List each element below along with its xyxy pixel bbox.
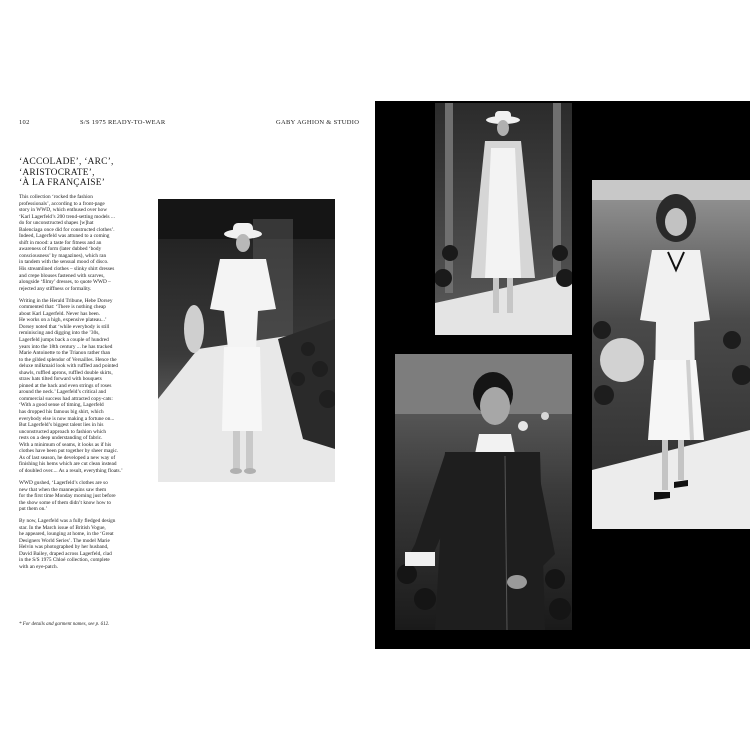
body-line: consciousness’ by magazines), which ran [19, 252, 107, 259]
body-line: WWD gushed, ‘Lagerfeld’s clothes are so [19, 479, 108, 486]
body-line: pinned at the back and even strings of roses [19, 382, 112, 389]
body-line: He works on a high, expensive plateau...’ [19, 317, 107, 324]
body-line: shift in mood: a taste for fitness and an [19, 239, 102, 246]
body-line: deluxe milkmaid look with ruffled and pointed [19, 363, 119, 370]
designer-header: GABY AGHION & STUDIO [276, 119, 360, 126]
body-line: awareness of form (later dubbed ‘body [19, 246, 102, 253]
body-line: of doubled over.... As a result, everything floats.’ [19, 467, 123, 474]
body-line: has dropped his famous big shirt, which [19, 409, 104, 415]
body-line: alongside ‘filmy’ dresses, to quote WWD – [19, 279, 111, 286]
page-number: 102 [19, 119, 30, 126]
body-line: with an eye-patch. [19, 564, 58, 571]
body-line: star. In the March issue of British Vogue, [19, 524, 106, 531]
body-line: But Lagerfeld’s biggest talent lies in his [19, 422, 104, 429]
body-line: around the neck.’ Lagerfeld’s critical and [19, 389, 106, 396]
body-line: David Bailey, draped across Lagerfeld, clad [19, 550, 112, 557]
headline-line: ‘À LA FRANÇAISE’ [19, 178, 106, 188]
body-line: commented that: ‘There is nothing cheap [19, 304, 106, 311]
article-headline [19, 157, 149, 189]
body-line: and crepe blouses fastened with scarves, [19, 272, 105, 279]
body-paragraph-2 [19, 298, 153, 475]
body-line: Marie Antoinette to the Trianon rather than [19, 350, 111, 357]
body-line: finishing his hems which are cut clean instead [19, 461, 117, 468]
body-line: about Karl Lagerfeld. Never has been. [19, 310, 101, 317]
section-header: S/S 1975 READY-TO-WEAR [80, 119, 166, 126]
headline-line: ‘ARISTOCRATE’, [19, 167, 95, 178]
body-line: Lagerfeld jumps back a couple of hundred [19, 336, 109, 343]
body-line: put them on.’ [19, 506, 48, 513]
body-line: reminiscing and digging into the ’30s, [19, 330, 100, 337]
body-paragraph-4 [19, 518, 153, 570]
runway-photo-white-suit [158, 199, 335, 482]
body-line: in the S/S 1975 Chloé collection, complete [19, 557, 110, 564]
body-line: rejected any stiffness or formality. [19, 285, 92, 292]
body-line: the show some of them didn’t know how to [19, 499, 112, 506]
body-line: clothes have been put together by sheer magic. [19, 448, 119, 455]
article-body [19, 194, 153, 576]
body-line: ‘Karl Lagerfeld’s 200 trend-setting models ... [19, 213, 115, 220]
body-line: This collection ‘rocked the fashion [19, 194, 93, 200]
body-line: commercial success had attracted copy-cats: [19, 395, 113, 402]
body-line: Dorsey noted that ‘while everybody is still [19, 323, 110, 330]
footnote: * For details and garment names, see p. 612. [19, 622, 110, 627]
body-line: unconstructed approach to fashion which [19, 428, 107, 435]
body-line: to the gilded splendor of Versailles. Hence the [19, 356, 117, 363]
body-line: he appeared, lounging at home, in the ‘Great [19, 531, 114, 538]
runway-photo-trench-coat [435, 103, 572, 335]
body-paragraph-1 [19, 194, 153, 292]
runway-photo-ruffled-dress [592, 180, 750, 529]
body-line: Balenciaga once did for constructed clothes’. [19, 226, 115, 233]
body-line: As of last season, he developed a new way of [19, 454, 116, 461]
body-line: in tandem with the sensual mood of disco. [19, 259, 109, 266]
body-line: His streamlined clothes – slinky shirt dresses [19, 266, 115, 273]
body-line: With a minimum of seams, it looks as if his [19, 441, 112, 448]
body-line: do for unconstructed shapes [w]hat [19, 220, 94, 227]
body-line: for the first time Monday morning just before [19, 493, 116, 500]
body-line: By now, Lagerfeld was a fully fledged design [19, 518, 116, 525]
headline-line: ‘ACCOLADE’, ‘ARC’, [19, 157, 114, 167]
body-paragraph-3 [19, 480, 153, 513]
body-line: story in WWD, which enthused over how [19, 207, 108, 214]
body-line: rests on a deep understanding of fabric. [19, 435, 103, 442]
body-line: Indeed, Lagerfeld was attuned to a coming [19, 233, 110, 240]
body-line: everybody else is now making a fortune on... [19, 415, 115, 422]
body-line: shawls, ruffled aprons, ruffled double skirts, [19, 369, 113, 376]
body-line: ‘With a good sense of timing, Lagerfeld [19, 402, 104, 409]
runway-photo-black-cardigan [395, 354, 572, 630]
body-line: new that when the mannequins saw them [19, 486, 107, 493]
body-line: Helvin was photographed by her husband, [19, 544, 109, 551]
body-line: professionals’, according to a front-page [19, 200, 105, 207]
body-line: straw hats tilted forward with bouquets [19, 376, 102, 383]
body-line: Writing in the Herald Tribune, Hebe Dorsey [19, 297, 113, 304]
body-line: Designers World Series’. The model Marie [19, 537, 110, 544]
body-line: years into the 18th century ... he has tracked [19, 343, 113, 350]
